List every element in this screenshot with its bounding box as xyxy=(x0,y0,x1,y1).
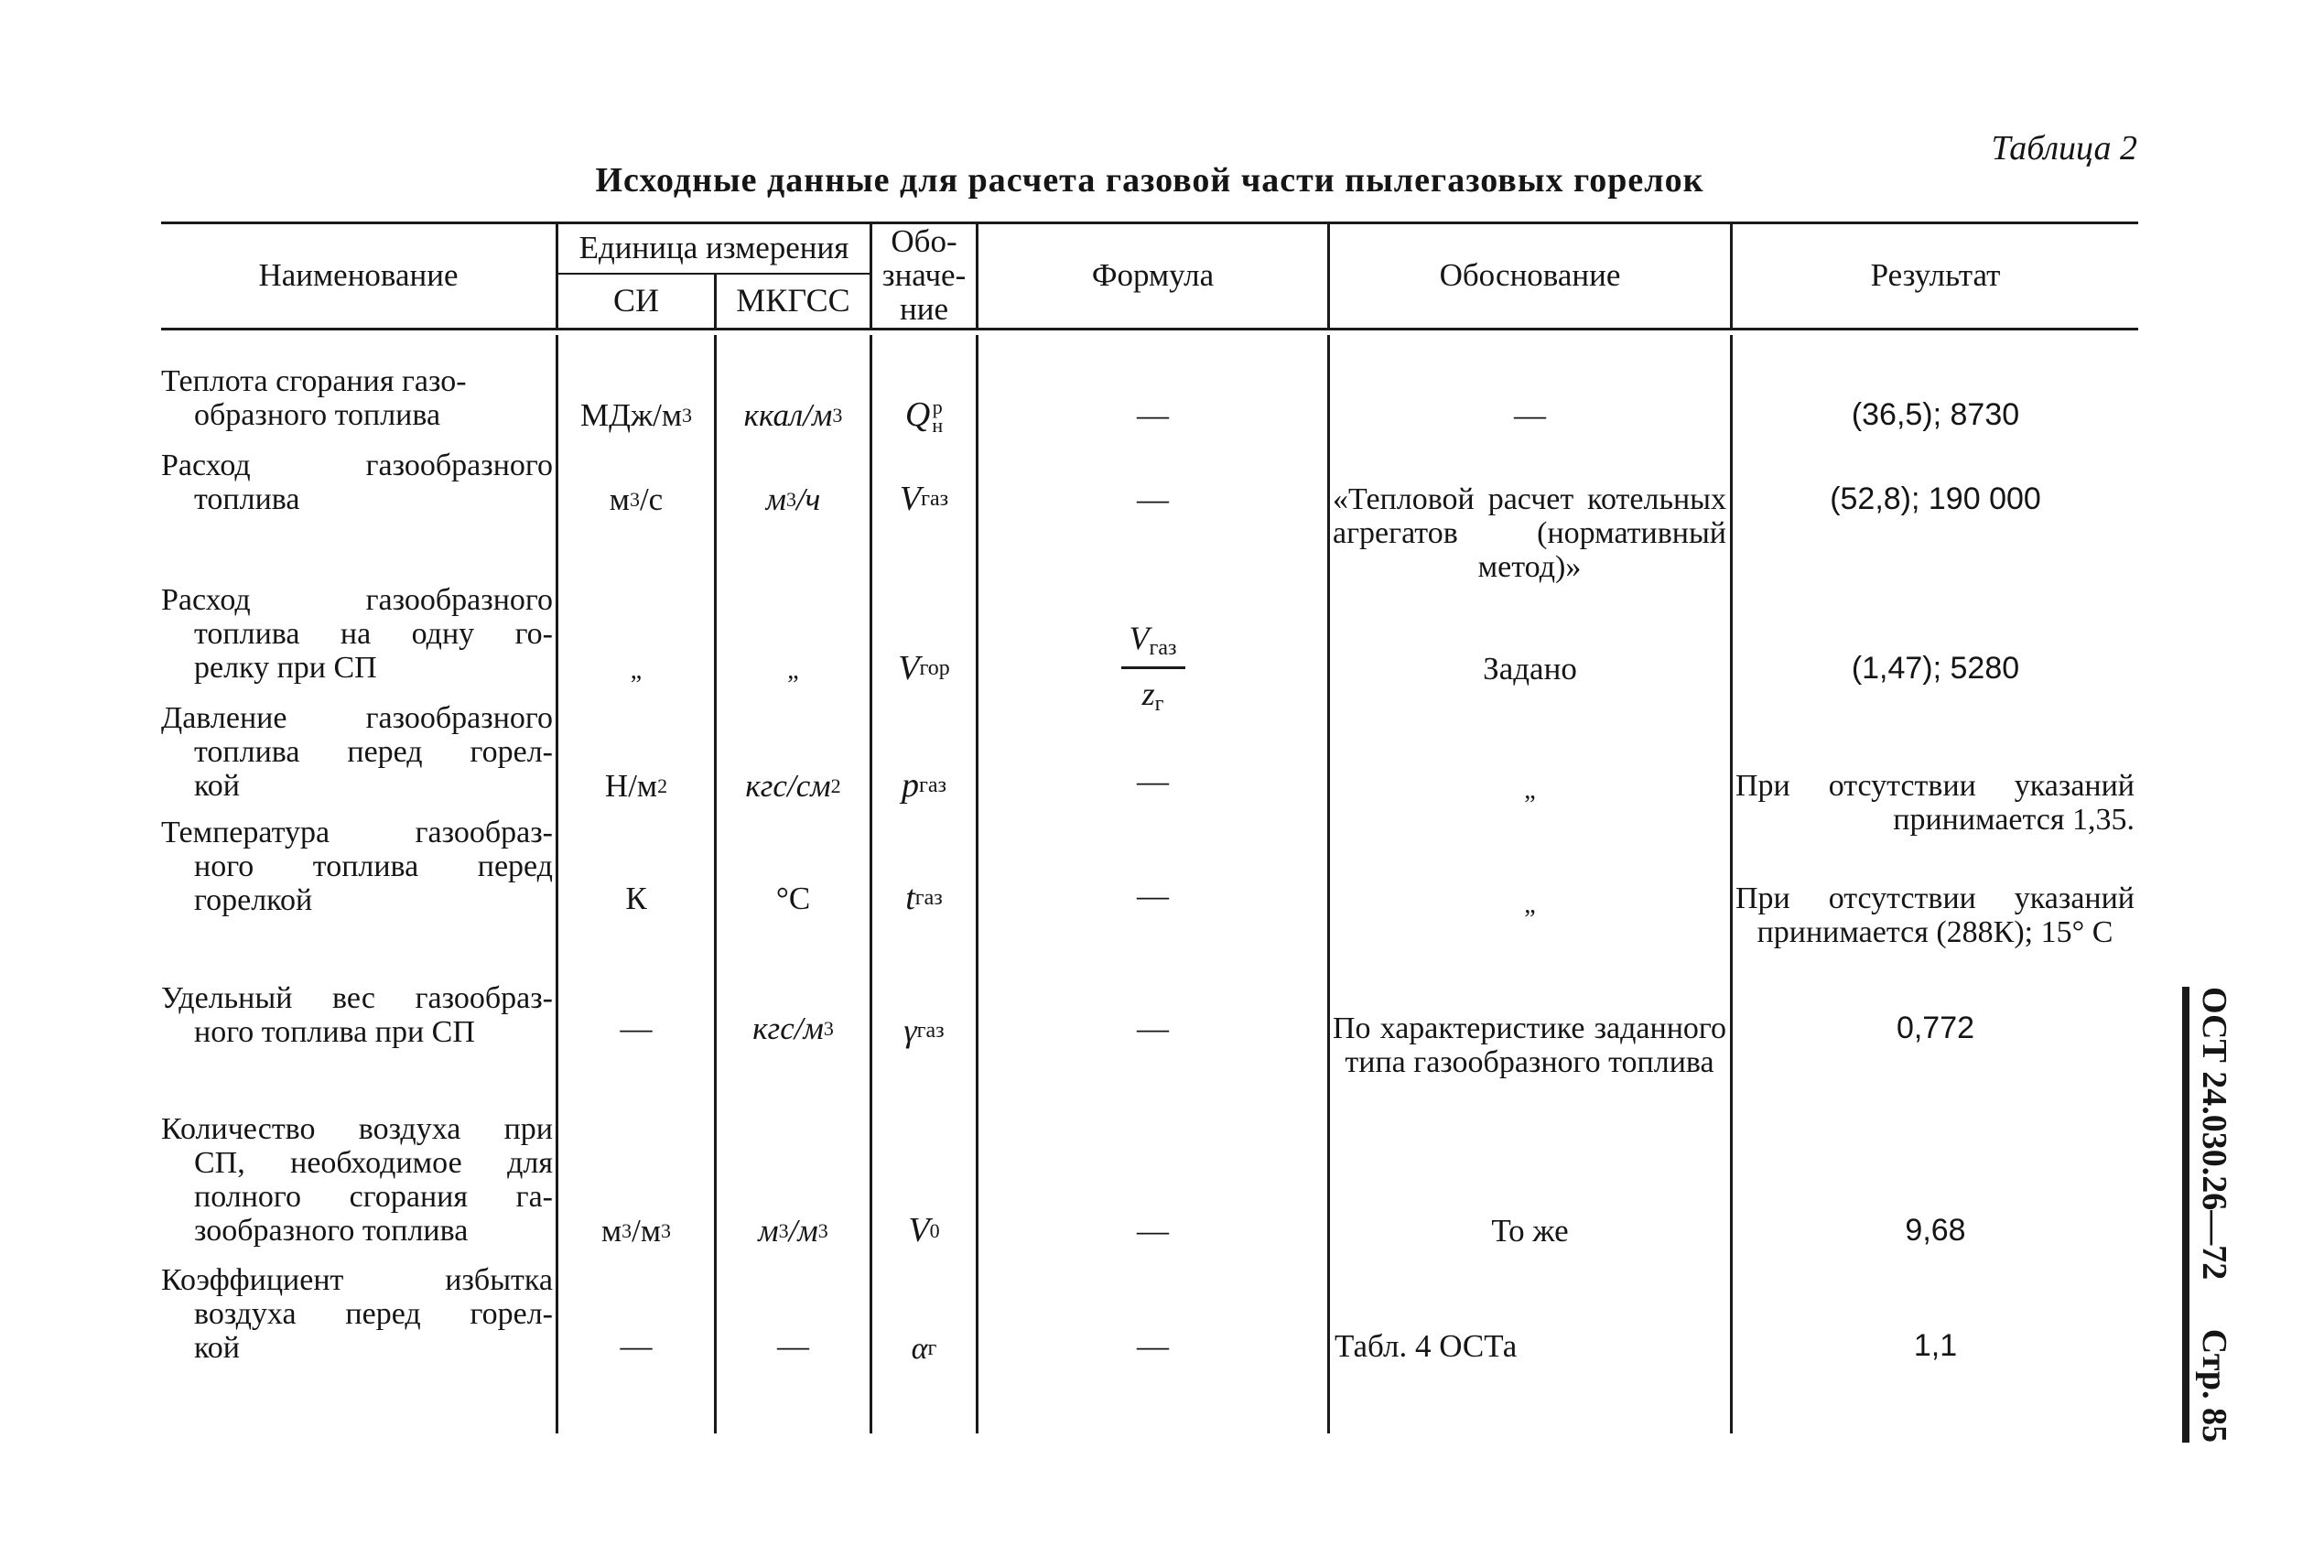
header-symbol-line2: значе- xyxy=(881,257,967,294)
row-4-basis: „ xyxy=(1524,891,1536,919)
page-number: Стр. 85 xyxy=(2195,1328,2233,1443)
row-6-name: Количество воздуха при СП, необходимое для полного сгорания га- зообразного топлива xyxy=(161,1112,553,1248)
header-symbol-line3: ние xyxy=(900,290,948,327)
row-7-basis: Табл. 4 ОСТа xyxy=(1335,1328,1518,1364)
row-4-name: Температура газообраз- ного топлива перед горелкой xyxy=(161,816,553,917)
row-4-si: К xyxy=(625,881,647,916)
row-3-formula: — xyxy=(1137,763,1169,799)
row-6-result: 9,68 xyxy=(1905,1213,1966,1248)
header-si: СИ xyxy=(612,282,659,319)
row-5-name: Удельный вес газообраз- ного топлива при СП xyxy=(161,981,553,1049)
row-7-name: Коэффициент избытка воздуха перед горел- кой xyxy=(161,1263,553,1365)
row-1-name: Расход газообразного топлива xyxy=(161,449,553,516)
header-formula: Формула xyxy=(1091,257,1215,294)
table-title: Исходные данные для расчета газовой части пылегазовых горелок xyxy=(595,161,1704,200)
header-units: Единица измерения xyxy=(578,230,849,266)
fraction-numerator: $V_{газ}$ xyxy=(1129,620,1177,660)
side-margin-label xyxy=(2182,987,2255,1443)
row-3-symbol: p газ xyxy=(902,766,946,805)
row-1-symbol: V газ xyxy=(899,480,949,518)
header-basis: Обоснование xyxy=(1439,257,1621,294)
row-0-result: (36,5); 8730 xyxy=(1851,397,2020,432)
standard-number: ОСТ 24.030.26—72 xyxy=(2195,987,2233,1281)
header-symbol xyxy=(872,224,976,328)
row-2-si: „ xyxy=(630,656,643,685)
row-5-result: 0,772 xyxy=(1896,1011,1975,1045)
row-6-mkgss: м 3 /м 3 xyxy=(758,1213,828,1249)
row-3-basis: „ xyxy=(1524,776,1536,805)
header-symbol-line1: Обо- xyxy=(891,223,957,260)
row-1-result: (52,8); 190 000 xyxy=(1830,481,2041,516)
row-2-formula-fraction xyxy=(978,619,1327,717)
row-6-basis: То же xyxy=(1491,1213,1569,1249)
row-5-formula: — xyxy=(1137,1011,1169,1046)
fraction-denominator: $z_г$ xyxy=(1141,676,1164,716)
row-6-si: м 3 /м 3 xyxy=(600,1213,672,1249)
row-4-symbol: t газ xyxy=(905,879,943,917)
row-0-name: Теплота сгорания газо- образного топлива xyxy=(161,364,467,432)
col-divider-5-body xyxy=(1327,335,1330,1433)
row-3-name: Давление газообразного топлива перед горел- кой xyxy=(161,701,553,803)
row-0-si: МДж/м 3 xyxy=(579,397,693,433)
row-7-si: — xyxy=(620,1328,653,1364)
row-4-result: При отсутствии указаний принимается (288К); 15° С xyxy=(1735,881,2135,949)
row-2-mkgss: „ xyxy=(787,656,799,685)
row-2-result: (1,47); 5280 xyxy=(1851,651,2020,686)
row-6-formula: — xyxy=(1137,1213,1169,1249)
row-0-formula: — xyxy=(1137,397,1169,433)
side-margin-text xyxy=(2191,987,2237,1443)
row-5-si: — xyxy=(620,1011,653,1046)
row-3-mkgss: кгс/см 2 xyxy=(745,768,841,804)
row-3-result: При отсутствии указаний принимается 1,35. xyxy=(1735,769,2135,837)
row-0-basis: — xyxy=(1514,397,1546,433)
row-1-formula: — xyxy=(1137,481,1169,517)
row-4-formula: — xyxy=(1137,878,1169,914)
row-4-mkgss: °С xyxy=(775,881,811,916)
row-7-symbol: α г xyxy=(911,1332,937,1366)
row-1-mkgss: м 3 /ч xyxy=(765,481,821,517)
row-7-formula: — xyxy=(1137,1328,1169,1364)
row-0-mkgss: ккал/м 3 xyxy=(743,397,843,433)
row-7-mkgss: — xyxy=(777,1328,809,1364)
row-6-symbol: V 0 xyxy=(908,1211,940,1249)
row-1-si: м 3 /с xyxy=(609,481,664,517)
row-2-symbol: V гор xyxy=(898,649,950,687)
row-2-basis: Задано xyxy=(1483,651,1577,687)
fraction-bar xyxy=(1121,666,1185,669)
row-0-symbol: Q р н xyxy=(904,395,944,437)
table-number: Таблица 2 xyxy=(1991,129,2137,168)
row-5-mkgss: кгс/м 3 xyxy=(752,1011,834,1046)
row-1-basis: «Тепловой расчет котельных агрегатов (нормативный метод)» xyxy=(1333,482,1726,584)
header-bottom-rule xyxy=(161,328,2138,330)
row-5-symbol: γ газ xyxy=(903,1012,945,1049)
header-result: Результат xyxy=(1870,257,2001,294)
row-2-name: Расход газообразного топлива на одну го- релку при СП xyxy=(161,583,553,685)
row-7-result: 1,1 xyxy=(1913,1328,1958,1363)
side-margin-bar xyxy=(2182,987,2189,1443)
header-mkgss: МКГСС xyxy=(736,282,850,319)
row-5-basis: По характеристике заданного типа газообразного топлива xyxy=(1333,1011,1726,1079)
row-3-si: Н/м 2 xyxy=(604,768,668,804)
header-name: Наименование xyxy=(258,257,459,294)
